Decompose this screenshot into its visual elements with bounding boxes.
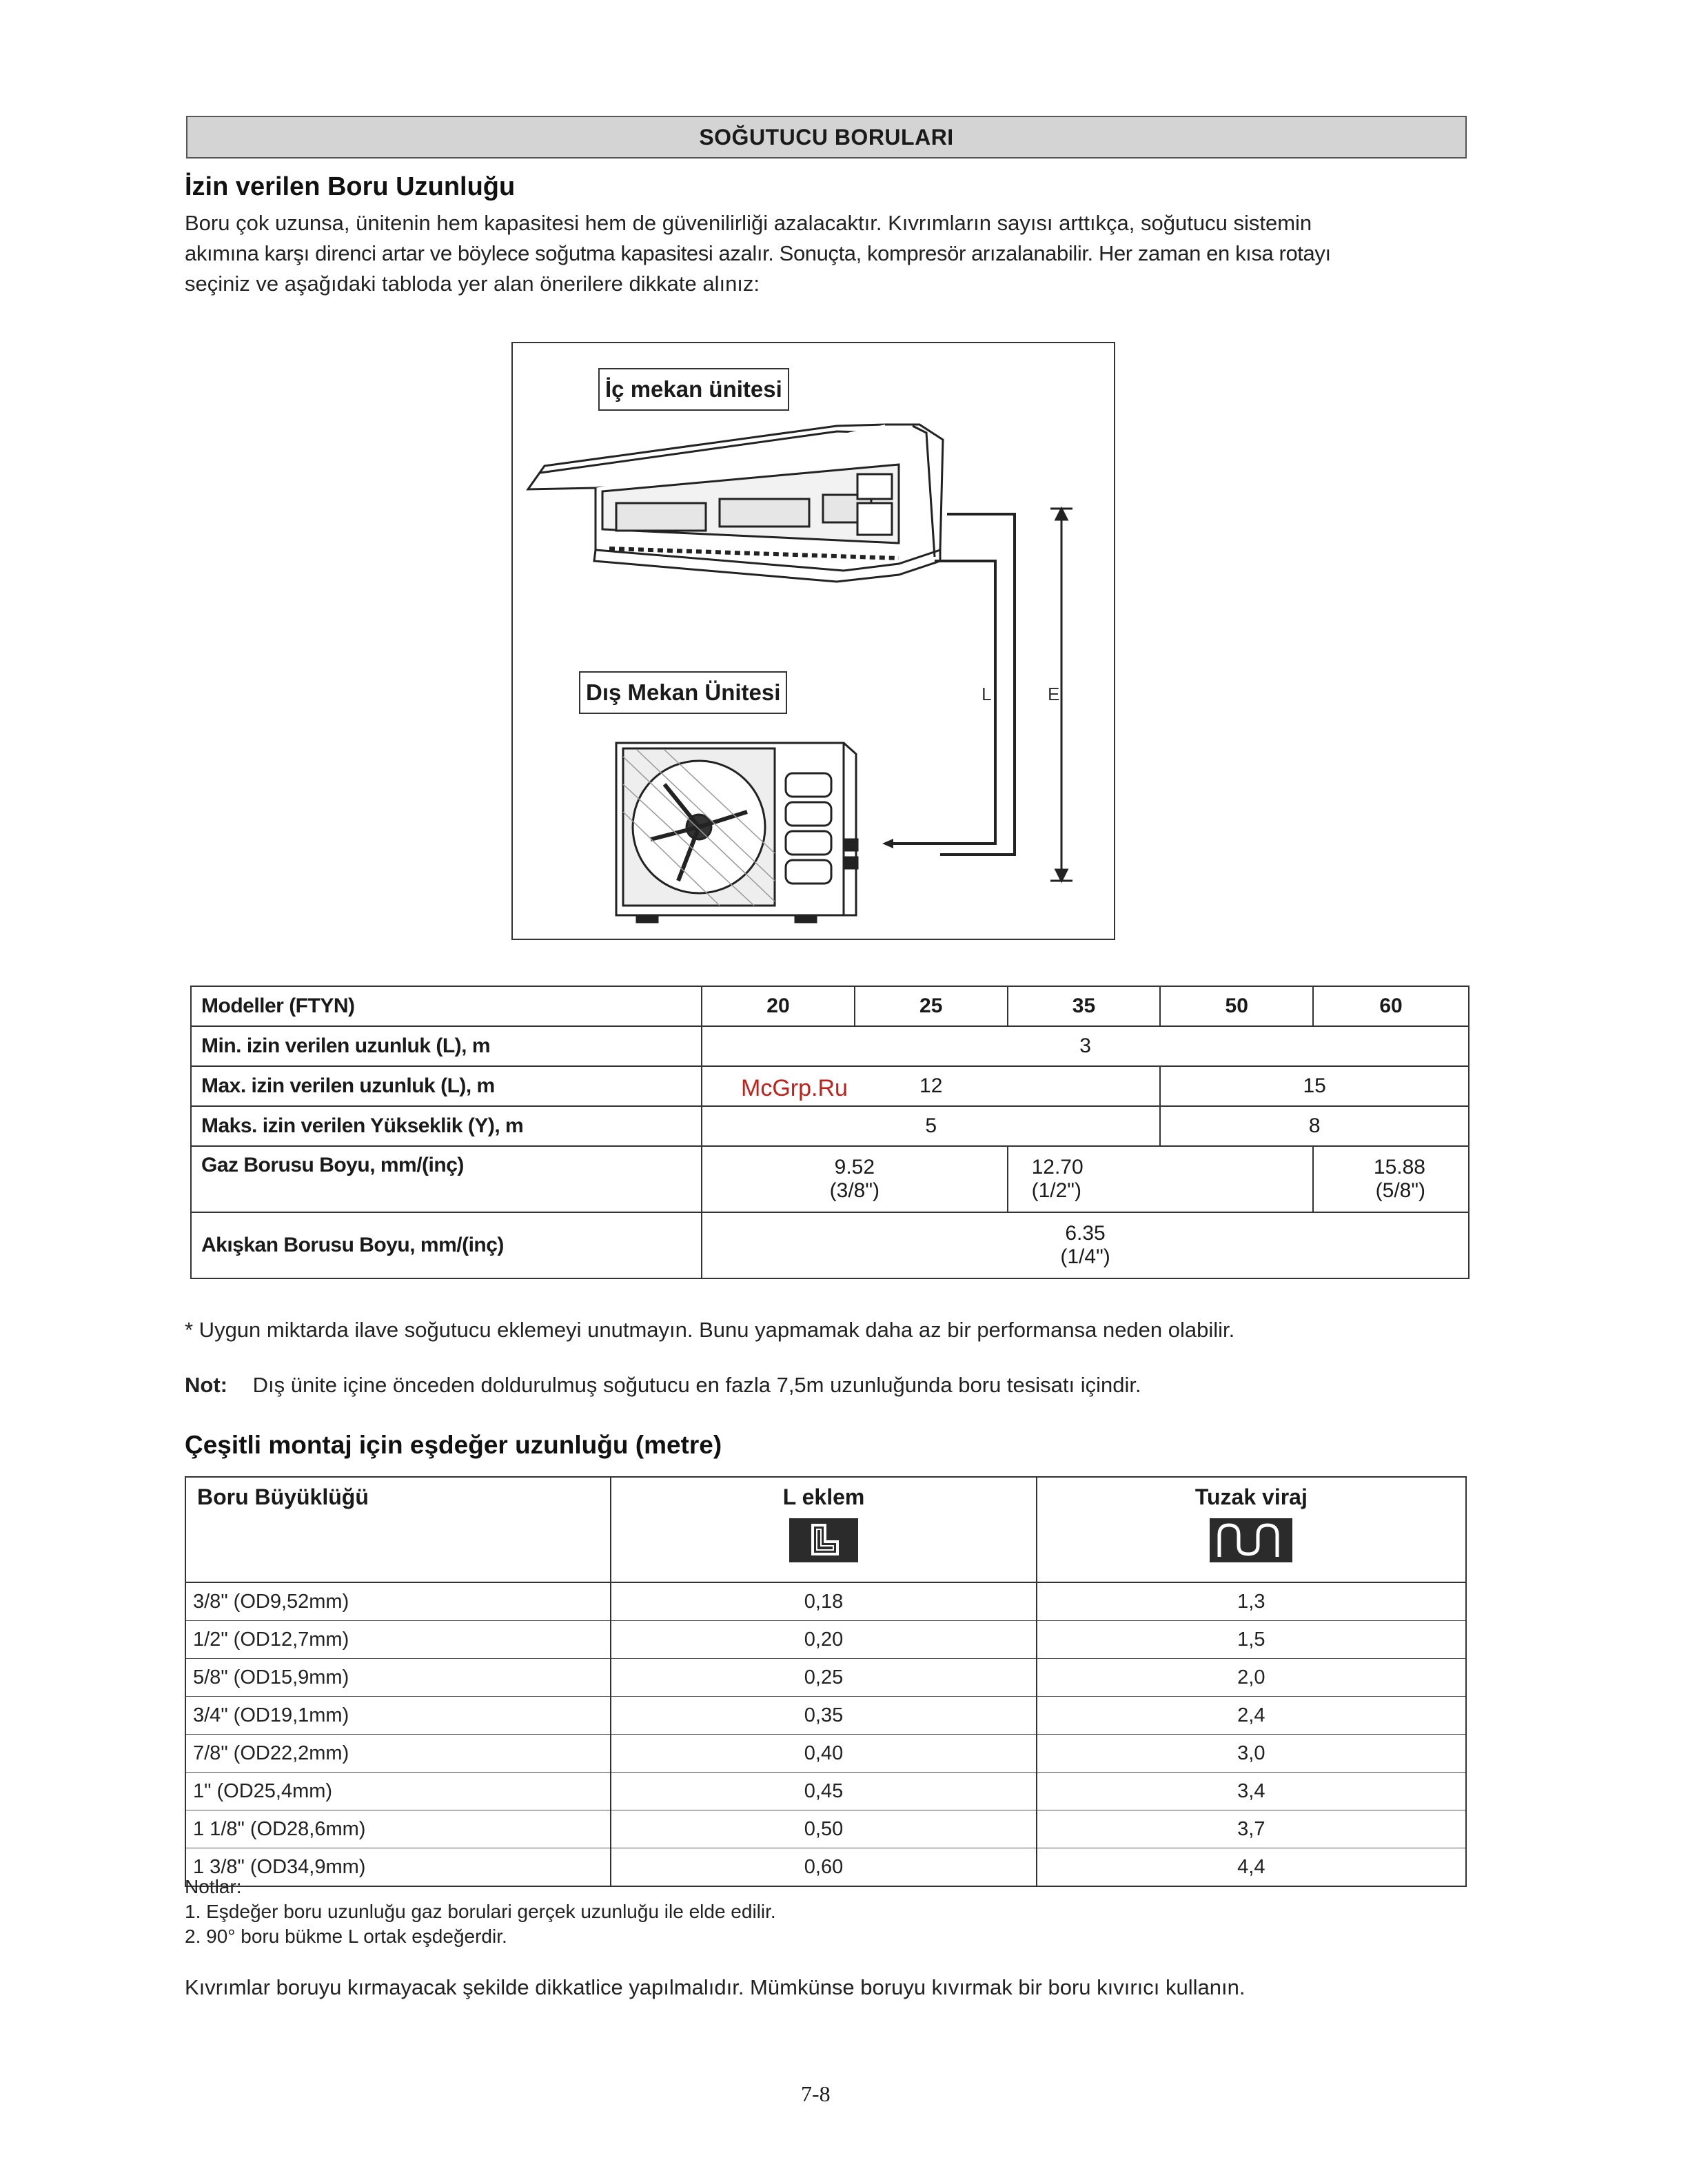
watermark-link[interactable]: McGrp.Ru bbox=[741, 1075, 848, 1101]
l-joint-value-cell: 0,60 bbox=[611, 1848, 1036, 1887]
table-row bbox=[191, 1212, 1469, 1278]
l-joint-value-cell: 0,18 bbox=[611, 1582, 1036, 1621]
closing-paragraph: Kıvrımlar boruyu kırmayacak şekilde dikkatlice yapılmalıdır. Mümkünse boruyu kıvırmak bir boru kıvırıcı kullanın. bbox=[185, 1975, 1245, 1999]
table-cell bbox=[702, 1146, 1008, 1212]
pipe-spec-table bbox=[190, 986, 1470, 1279]
column-header-label: L eklem bbox=[782, 1484, 865, 1509]
installation-illustration bbox=[513, 343, 1114, 939]
pipe-size-cell: 5/8" (OD15,9mm) bbox=[185, 1659, 611, 1697]
equivalent-length-table bbox=[185, 1476, 1467, 1887]
row-header: Modeller (FTYN) bbox=[191, 986, 702, 1026]
l-joint-value-cell: 0,35 bbox=[611, 1697, 1036, 1735]
table-row bbox=[185, 1810, 1466, 1848]
column-header bbox=[611, 1477, 1036, 1582]
model-cell: 35 bbox=[1008, 986, 1161, 1026]
gas-inch: (1/2") bbox=[1031, 1179, 1081, 1202]
table-row bbox=[191, 1026, 1469, 1066]
liquid-inch: (1/4") bbox=[1060, 1245, 1110, 1268]
trap-bend-value-cell: 1,3 bbox=[1037, 1582, 1466, 1621]
notes-item: 2. 90° boru bükme L ortak eşdeğerdir. bbox=[185, 1926, 507, 1947]
table-cell: 12 bbox=[702, 1066, 1160, 1106]
indoor-unit-label: İç mekan ünitesi bbox=[598, 368, 789, 411]
table-cell: 8 bbox=[1160, 1106, 1469, 1146]
gas-mm: 12.70 bbox=[1031, 1156, 1084, 1178]
outdoor-unit-label: Dış Mekan Ünitesi bbox=[579, 671, 787, 714]
section-title-equivalent-length: Çeşitli montaj için eşdeğer uzunluğu (metre) bbox=[185, 1431, 722, 1459]
table-row bbox=[191, 1146, 1469, 1212]
table-cell bbox=[702, 1212, 1469, 1278]
column-header-label: Tuzak viraj bbox=[1194, 1484, 1308, 1509]
intro-paragraph bbox=[185, 208, 1474, 299]
liquid-mm: 6.35 bbox=[1065, 1222, 1106, 1245]
model-cell: 60 bbox=[1313, 986, 1469, 1026]
note-label: Not: bbox=[185, 1373, 227, 1397]
pipe-size-cell: 1 3/8" (OD34,9mm) bbox=[185, 1848, 611, 1887]
intro-line: akımına karşı direnci artar ve böylece soğutma kapasitesi azalır. Sonuçta, kompresör arızalanabilir. Her zaman en kısa rotayı bbox=[185, 241, 1331, 265]
l-joint-value-cell: 0,25 bbox=[611, 1659, 1036, 1697]
dimension-E-label: E bbox=[1048, 684, 1060, 704]
table-header-row bbox=[185, 1477, 1466, 1582]
model-cell: 25 bbox=[855, 986, 1008, 1026]
table-row bbox=[191, 1106, 1469, 1146]
intro-line: Boru çok uzunsa, ünitenin hem kapasitesi hem de güvenilirliği azalacaktır. Kıvrımların sayısı arttıkça, soğutucu sistemin bbox=[185, 211, 1312, 235]
pipe-size-cell: 3/8" (OD9,52mm) bbox=[185, 1582, 611, 1621]
page-number: 7-8 bbox=[801, 2081, 831, 2106]
trap-bend-value-cell: 2,4 bbox=[1037, 1697, 1466, 1735]
table-row bbox=[185, 1659, 1466, 1697]
gas-inch: (5/8") bbox=[1375, 1179, 1425, 1202]
trap-bend-value-cell: 4,4 bbox=[1037, 1848, 1466, 1887]
gas-inch: (3/8") bbox=[829, 1179, 880, 1202]
model-cell: 50 bbox=[1160, 986, 1313, 1026]
column-header-label: Boru Büyüklüğü bbox=[197, 1484, 369, 1509]
trap-bend-value-cell: 3,7 bbox=[1037, 1810, 1466, 1848]
table-cell bbox=[1008, 1146, 1314, 1212]
trap-bend-value-cell: 2,0 bbox=[1037, 1659, 1466, 1697]
table-cell bbox=[1313, 1146, 1469, 1212]
pipe-route-L bbox=[885, 514, 1015, 855]
pipe-size-cell: 3/4" (OD19,1mm) bbox=[185, 1697, 611, 1735]
row-header: Max. izin verilen uzunluk (L), m bbox=[191, 1066, 702, 1106]
column-header bbox=[1037, 1477, 1466, 1582]
table-row bbox=[191, 986, 1469, 1026]
table-cell: 15 bbox=[1160, 1066, 1469, 1106]
row-header: Min. izin verilen uzunluk (L), m bbox=[191, 1026, 702, 1066]
pipe-size-cell: 1/2" (OD12,7mm) bbox=[185, 1621, 611, 1659]
l-joint-value-cell: 0,50 bbox=[611, 1810, 1036, 1848]
trap-bend-icon bbox=[1210, 1518, 1292, 1562]
column-header bbox=[185, 1477, 611, 1582]
note-text: Dış ünite içine önceden doldurulmuş soğutucu en fazla 7,5m uzunluğunda boru tesisatı içindir. bbox=[252, 1373, 1141, 1397]
indoor-unit-icon bbox=[528, 425, 943, 582]
l-joint-value-cell: 0,45 bbox=[611, 1773, 1036, 1810]
pipe-arrow-icon bbox=[882, 839, 893, 848]
l-joint-icon bbox=[789, 1518, 858, 1562]
pipe-size-cell: 7/8" (OD22,2mm) bbox=[185, 1735, 611, 1773]
table-row bbox=[185, 1697, 1466, 1735]
notes-title: Notlar: bbox=[185, 1876, 242, 1897]
page-title: SOĞUTUCU BORULARI bbox=[186, 116, 1467, 159]
row-header: Maks. izin verilen Yükseklik (Y), m bbox=[191, 1106, 702, 1146]
gas-mm: 9.52 bbox=[834, 1156, 875, 1178]
pipe-size-cell: 1" (OD25,4mm) bbox=[185, 1773, 611, 1810]
table-row bbox=[185, 1582, 1466, 1621]
footnote: * Uygun miktarda ilave soğutucu eklemeyi unutmayın. Bunu yapmamak daha az bir performansa neden olabilir. bbox=[185, 1318, 1235, 1342]
pipe-size-cell: 1 1/8" (OD28,6mm) bbox=[185, 1810, 611, 1848]
trap-bend-value-cell: 3,4 bbox=[1037, 1773, 1466, 1810]
section-title-allowed-length: İzin verilen Boru Uzunluğu bbox=[185, 172, 516, 201]
row-header: Gaz Borusu Boyu, mm/(inç) bbox=[191, 1146, 702, 1212]
intro-line: seçiniz ve aşağıdaki tabloda yer alan önerilere dikkate alınız: bbox=[185, 272, 760, 296]
table-cell: 5 bbox=[702, 1106, 1160, 1146]
table-cell: 3 bbox=[702, 1026, 1469, 1066]
table-row bbox=[185, 1621, 1466, 1659]
outdoor-unit-icon bbox=[616, 743, 857, 922]
trap-bend-value-cell: 3,0 bbox=[1037, 1735, 1466, 1773]
dimension-L-label: L bbox=[982, 684, 992, 704]
note bbox=[185, 1370, 1141, 1400]
gas-mm: 15.88 bbox=[1373, 1156, 1425, 1178]
installation-diagram bbox=[511, 342, 1115, 940]
model-cell: 20 bbox=[702, 986, 855, 1026]
row-header: Akışkan Borusu Boyu, mm/(inç) bbox=[191, 1212, 702, 1278]
notes-item: 1. Eşdeğer boru uzunluğu gaz borulari gerçek uzunluğu ile elde edilir. bbox=[185, 1901, 776, 1922]
notes-block bbox=[185, 1875, 776, 1949]
table-row bbox=[185, 1773, 1466, 1810]
trap-bend-value-cell: 1,5 bbox=[1037, 1621, 1466, 1659]
l-joint-value-cell: 0,20 bbox=[611, 1621, 1036, 1659]
l-joint-value-cell: 0,40 bbox=[611, 1735, 1036, 1773]
table-row bbox=[185, 1735, 1466, 1773]
